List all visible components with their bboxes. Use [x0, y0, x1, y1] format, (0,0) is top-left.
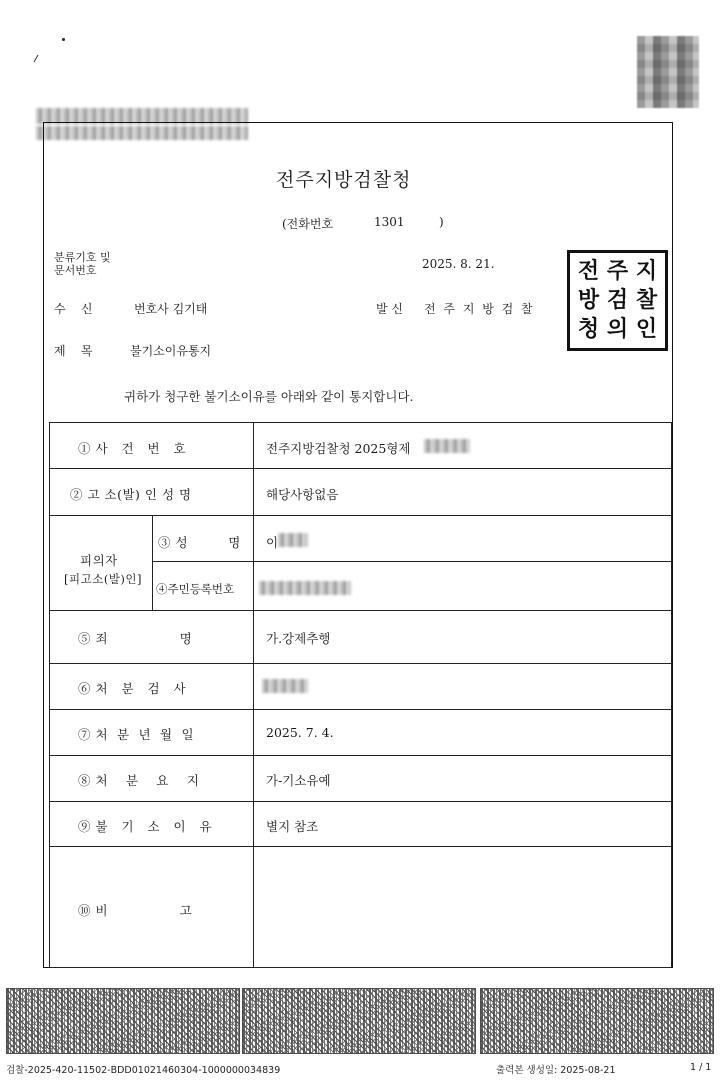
- phone-close: ): [439, 215, 444, 229]
- subject-label: 제 목: [54, 344, 93, 358]
- agency-title: 전주지방검찰청: [276, 169, 412, 191]
- sender-value: 전 주 지 방 검 찰: [424, 302, 535, 316]
- crime-value: 가.강제추행: [266, 631, 331, 646]
- redacted-rrn: [259, 581, 351, 595]
- notice-form: [43, 122, 673, 968]
- disposition-gist-value: 가-기소유예: [266, 773, 331, 788]
- footer-document-id: 검찰-2025-420-11502-BDD01021460304-1000000034839: [6, 1065, 281, 1076]
- case-number-label: ① 사 건 번 호: [78, 441, 187, 456]
- table-rule: [49, 846, 671, 847]
- footer-print-date: 출력본 생성일: 2025-08-21: [496, 1065, 616, 1076]
- barcode-strip: [480, 988, 714, 1054]
- phone-label: (전화번호: [282, 217, 334, 231]
- table-rule: [671, 422, 672, 967]
- intro-text: 귀하가 청구한 불기소이유를 아래와 같이 통지합니다.: [124, 389, 414, 404]
- barcode-strip: [242, 988, 476, 1054]
- redacted-name: [278, 533, 308, 547]
- rrn-label: ④주민등록번호: [156, 582, 235, 596]
- classification-label: 분류기호 및: [54, 251, 111, 264]
- phone-number: 1301: [374, 215, 405, 229]
- table-rule: [253, 422, 254, 967]
- disposition-date-value: 2025. 7. 4.: [266, 725, 334, 740]
- sender-label: 발 신: [376, 302, 403, 316]
- recipient-value: 번호사 김기태: [134, 302, 208, 316]
- disposition-date-label: ⑦ 처 분 년 월 일: [78, 727, 195, 742]
- barcode-strip: [6, 988, 240, 1054]
- crime-label: ⑤ 죄 명: [78, 631, 193, 646]
- name-value: 이: [266, 535, 279, 550]
- case-number-value: 전주지방검찰청 2025형제: [266, 441, 411, 456]
- table-rule: [49, 422, 671, 423]
- redacted-prosecutor: [262, 679, 308, 693]
- redacted-image: [637, 36, 699, 108]
- redacted-case-number: [424, 439, 470, 453]
- remarks-label: ⑩ 비 고: [78, 903, 193, 918]
- subject-value: 불기소이유통지: [130, 344, 212, 358]
- complainant-label: ② 고 소(발) 인 성 명: [70, 487, 192, 502]
- suspect-label-alt: [피고소(발)인]: [64, 572, 142, 586]
- table-rule: [152, 515, 153, 610]
- reason-value: 별지 참조: [266, 819, 319, 834]
- table-rule: [49, 967, 671, 968]
- recipient-label: 수 신: [54, 302, 93, 316]
- official-seal: 전 주 지 방 검 찰 청 의 인: [567, 250, 668, 351]
- table-rule: [49, 422, 50, 967]
- disposition-gist-label: ⑧ 처 분 요 지: [78, 773, 200, 788]
- issue-date: 2025. 8. 21.: [422, 257, 495, 271]
- document-number-label: 문서번호: [54, 264, 97, 277]
- prosecutor-label: ⑥ 처 분 검 사: [78, 681, 187, 696]
- table-rule: [49, 801, 671, 802]
- table-rule: [49, 755, 671, 756]
- table-rule: [49, 610, 671, 611]
- reason-label: ⑨ 불 기 소 이 유: [78, 819, 213, 834]
- scan-mark: [34, 55, 39, 62]
- table-rule: [49, 663, 671, 664]
- name-label: ③ 성 명: [158, 535, 241, 550]
- table-rule: [152, 561, 671, 562]
- scan-mark: [62, 38, 65, 41]
- suspect-label: 피의자: [80, 553, 118, 568]
- table-rule: [49, 515, 671, 516]
- table-rule: [49, 709, 671, 710]
- complainant-value: 해당사항없음: [266, 487, 339, 502]
- table-rule: [49, 468, 671, 469]
- footer-page-number: 1 / 1: [690, 1062, 712, 1073]
